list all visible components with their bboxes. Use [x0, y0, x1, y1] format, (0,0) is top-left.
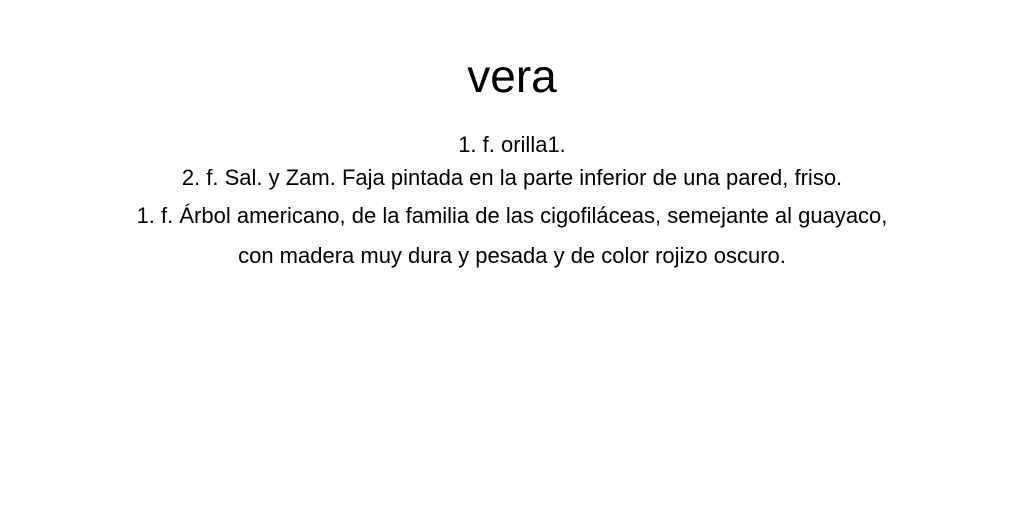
definition-item-1: 1. f. orilla1.: [458, 132, 566, 157]
headword-title: vera: [467, 50, 557, 102]
definition-list: [0, 129, 1024, 275]
definition-item-3-line-1: 1. f. Árbol americano, de la familia de las cigofiláceas, semejante al guayaco,: [136, 203, 888, 228]
definition-item-2: 2. f. Sal. y Zam. Faja pintada en la parte inferior de una pared, friso.: [181, 165, 843, 190]
definition-item-3-line-2: con madera muy dura y pesada y de color rojizo oscuro.: [238, 243, 786, 268]
